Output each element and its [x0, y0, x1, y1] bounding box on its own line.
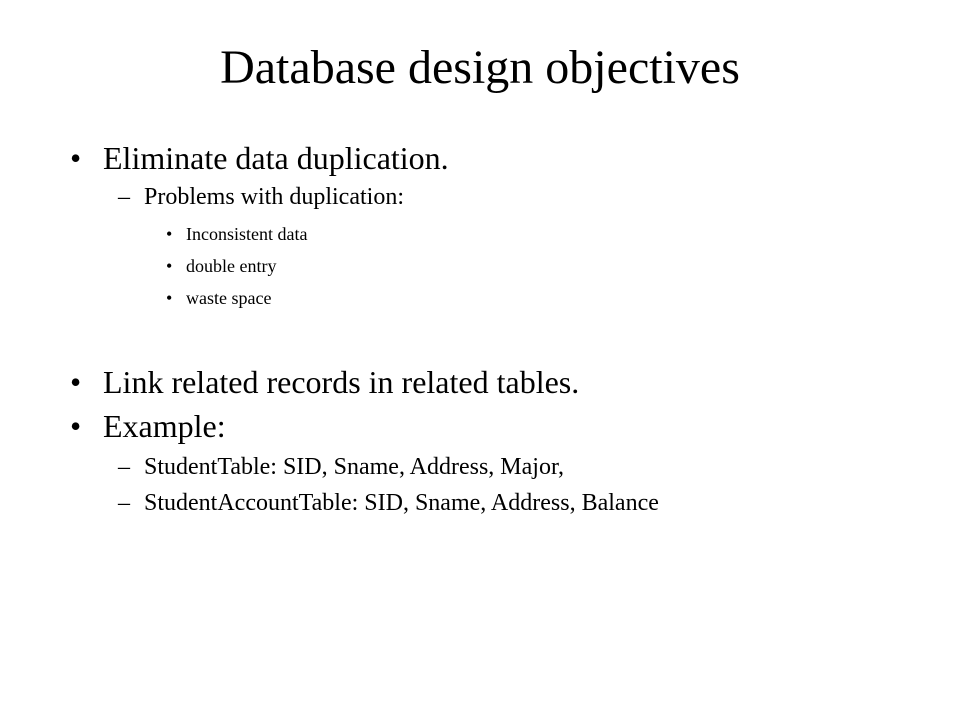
bullet-marker: •	[166, 288, 173, 308]
bullet-eliminate-duplication: Eliminate data duplication.	[103, 140, 449, 176]
slide-title: Database design objectives	[220, 41, 740, 94]
dash-marker: –	[118, 454, 130, 480]
sub-sub-bullet-inconsistent-data: Inconsistent data	[186, 224, 308, 244]
sub-bullet-student-table: StudentTable: SID, Sname, Address, Major,	[144, 454, 564, 480]
sub-sub-bullet-double-entry: double entry	[186, 256, 277, 276]
bullet-marker: •	[166, 256, 173, 276]
bullet-marker: •	[70, 364, 82, 400]
bullet-link-records: Link related records in related tables.	[103, 364, 580, 400]
sub-sub-bullet-waste-space: waste space	[186, 288, 272, 308]
dash-marker: –	[118, 184, 130, 210]
bullet-marker: •	[70, 408, 82, 444]
sub-bullet-student-account-table: StudentAccountTable: SID, Sname, Address, Balance	[144, 490, 659, 516]
bullet-marker: •	[166, 224, 173, 244]
sub-bullet-problems: Problems with duplication:	[144, 184, 404, 210]
dash-marker: –	[118, 490, 130, 516]
bullet-marker: •	[70, 140, 82, 176]
bullet-example: Example:	[103, 408, 226, 444]
